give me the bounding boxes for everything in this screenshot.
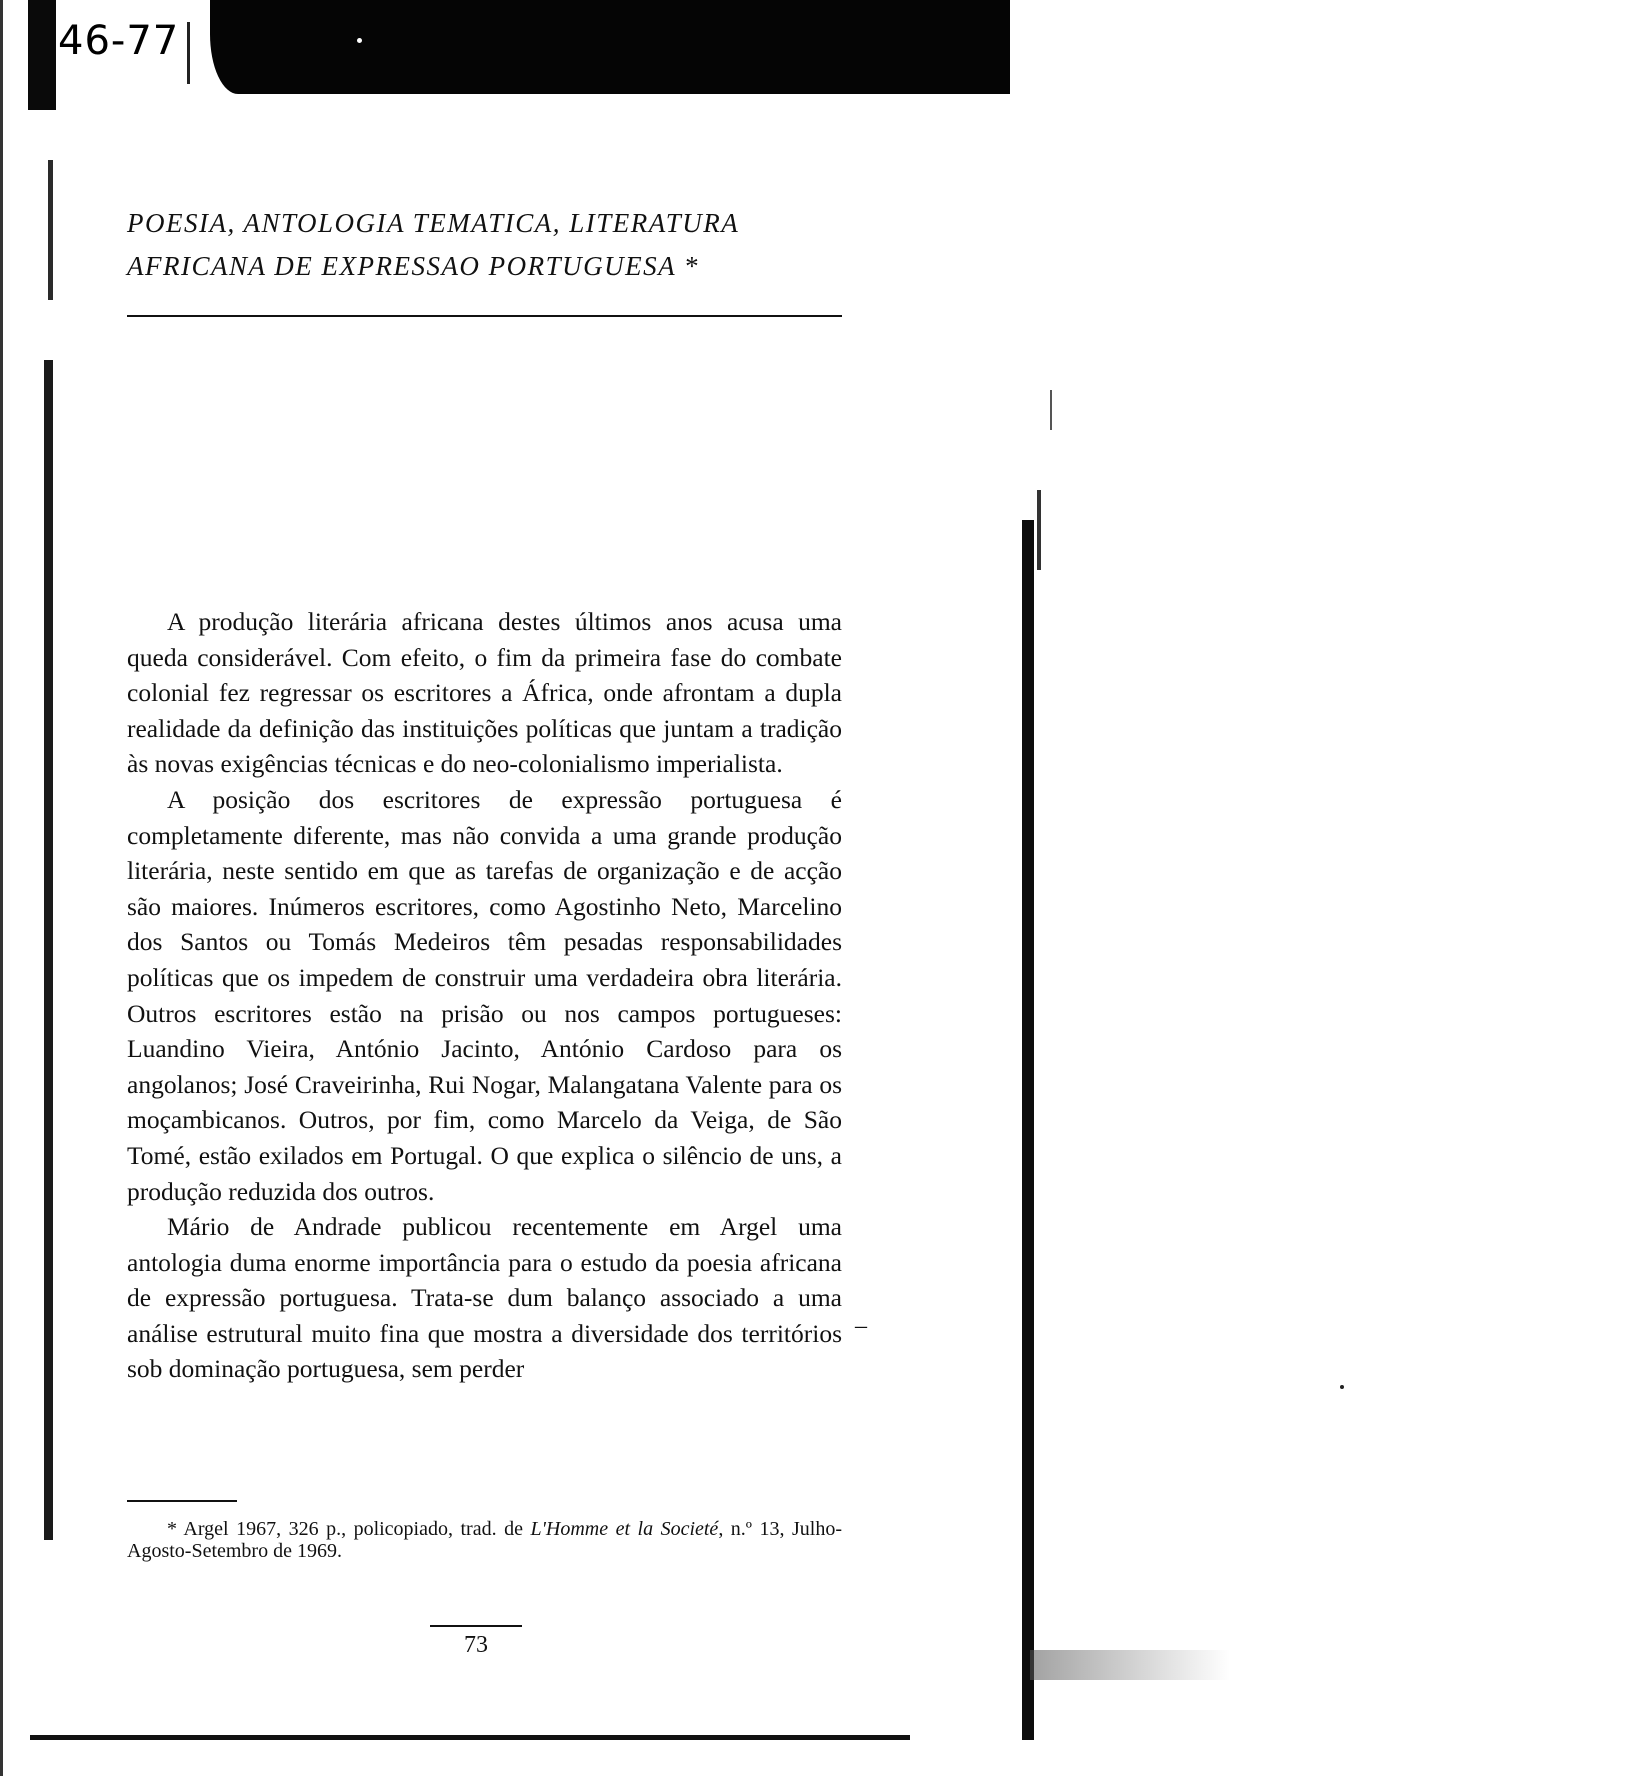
- body-text: [127, 604, 842, 1387]
- title-line-2: AFRICANA DE EXPRESSAO PORTUGUESA *: [127, 251, 699, 281]
- paragraph: A posição dos escritores de expressão portuguesa é completamente diferente, mas não convida a uma grande produção literária, neste sentido em que as tarefas de organização e de acção são maiores. Inúmeros escritores, como Agostinho Neto, Marcelino dos Santos ou Tomás Medeiros têm pesadas responsabilidades políticas que os impedem de construir uma verdadeira obra literária. Outros escritores estão na prisão ou nos campos portugueses: Luandino Vieira, António Jacinto, António Cardoso para os angolanos; José Craveirinha, Rui Nogar, Malangatana Valente para os moçambicanos. Outros, por fim, como Marcelo da Veiga, de São Tomé, estão exilados em Portugal. O que explica o silêncio de uns, a produção reduzida dos outros.: [127, 784, 842, 1206]
- footnote: [127, 1518, 842, 1562]
- page-number-rule: [430, 1625, 522, 1627]
- footnote-divider: [127, 1500, 237, 1502]
- handwritten-bar: [187, 22, 190, 84]
- footnote-italic-title: L'Homme et la Societé: [530, 1518, 719, 1540]
- title-divider: [127, 315, 842, 317]
- scan-top-shadow: [210, 0, 1010, 94]
- scan-top-left-shadow: [28, 0, 56, 110]
- paragraph: A produção literária africana destes últimos anos acusa uma queda considerável. Com efeito, o fim da primeira fase do combate colonial fez regressar os escritores a África, onde afrontam a dupla realidade da definição das instituições políticas que juntam a tradição às novas exigências técnicas e do neo-colonialismo imperialista.: [127, 607, 842, 779]
- scan-bottom-edge: [30, 1735, 910, 1740]
- paragraph: Mário de Andrade publicou recentemente em Argel uma antologia duma enorme importância para o estudo da poesia africana de expressão portuguesa. Trata-se dum balanço associado a uma análise estrutural muito fina que mostra a diversidade dos territórios sob dominação portuguesa, sem perder: [127, 1212, 842, 1384]
- scan-bottom-smudge: [1030, 1650, 1230, 1680]
- handwritten-note: 46-77: [58, 18, 180, 64]
- page-number: 73: [464, 1632, 488, 1658]
- scan-dot: [1340, 1385, 1344, 1389]
- margin-mark: –: [855, 1313, 867, 1339]
- page-title: [127, 202, 847, 288]
- scan-left-spine-upper: [48, 160, 53, 300]
- scan-left-edge: [0, 0, 3, 1776]
- scan-right-mark: [1050, 390, 1052, 430]
- footnote-suffix: , n.º 13, Julho-Agosto-Setembro de 1969.: [127, 1518, 843, 1562]
- scan-left-spine: [44, 360, 53, 1540]
- scan-speck: [357, 38, 362, 43]
- footnote-text: [127, 1518, 842, 1562]
- footnote-prefix: * Argel 1967, 326 p., policopiado, trad. de: [167, 1518, 531, 1540]
- title-line-1: POESIA, ANTOLOGIA TEMATICA, LITERATURA: [127, 208, 740, 238]
- scan-right-spine: [1022, 520, 1034, 1740]
- scan-right-bar-upper: [1037, 490, 1041, 570]
